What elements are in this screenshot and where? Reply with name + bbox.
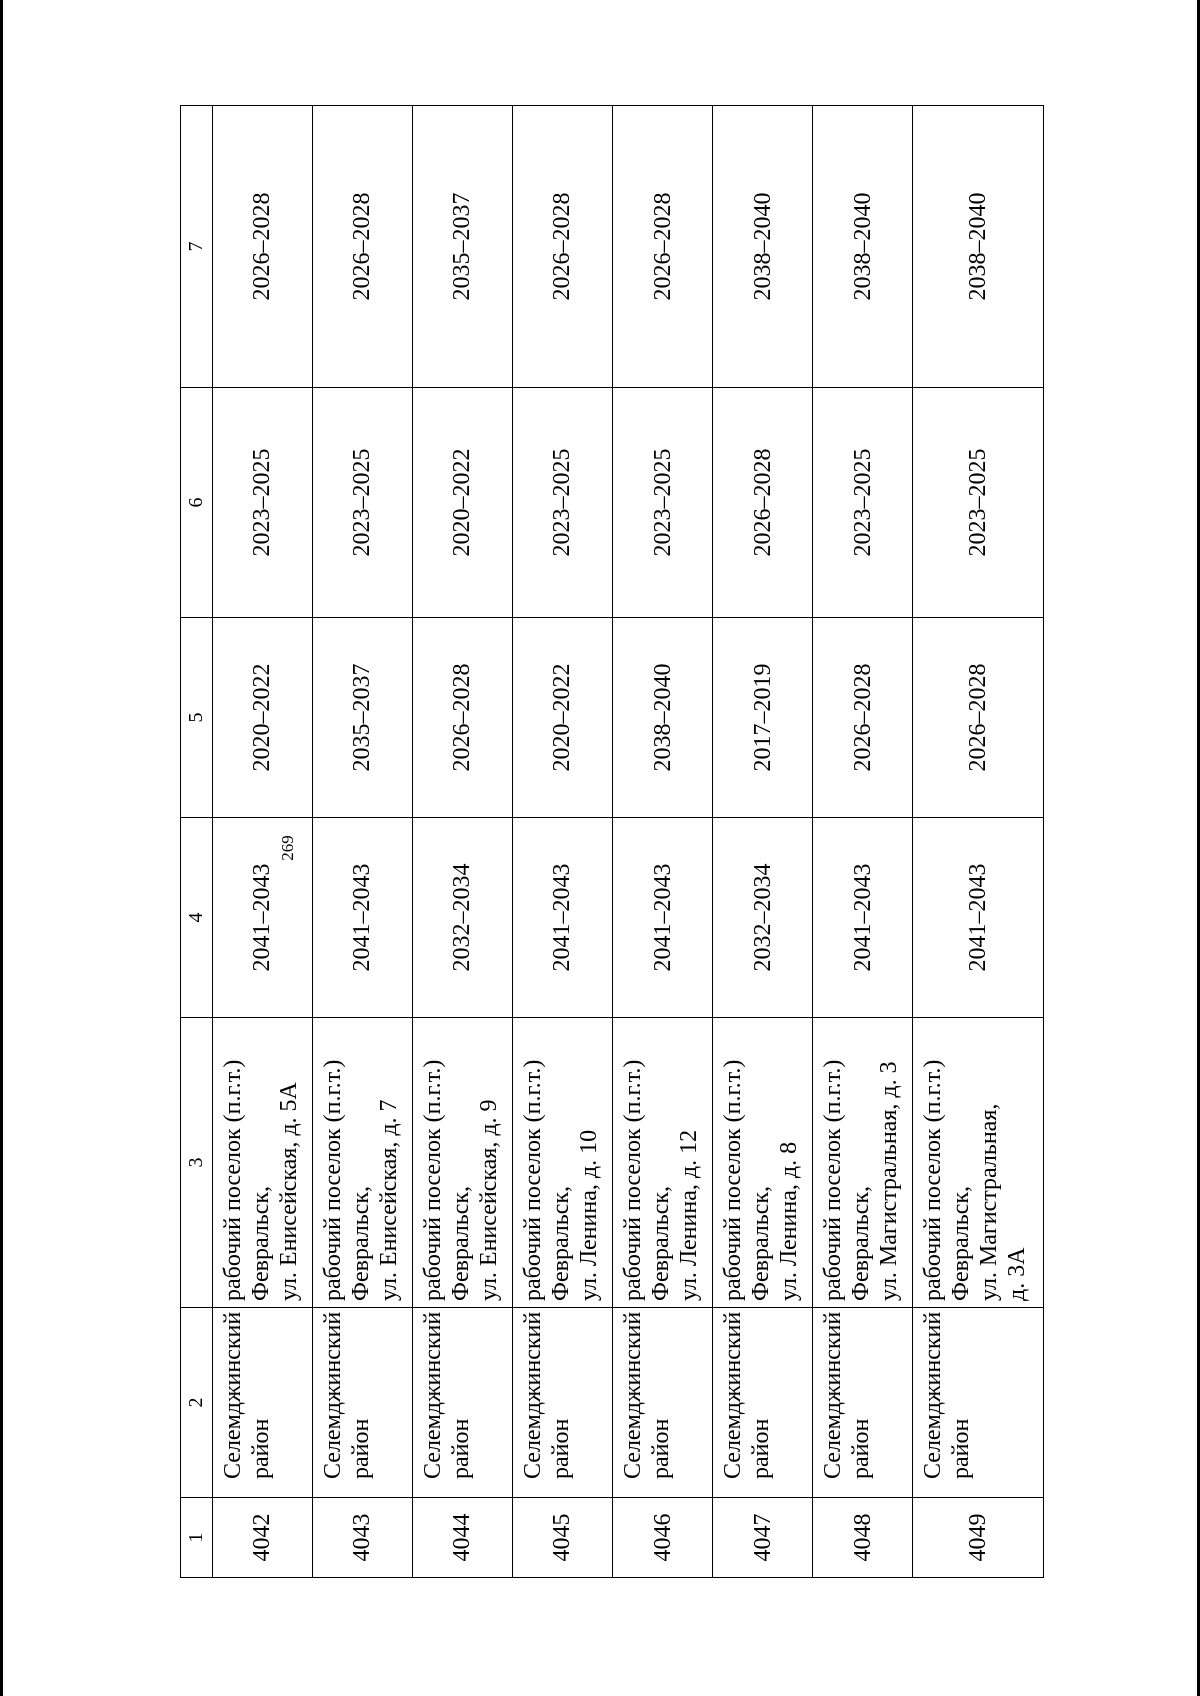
district-cell: Селемджинский район — [312, 1308, 412, 1498]
district-cell: Селемджинский район — [412, 1308, 512, 1498]
row-number-cell: 4045 — [512, 1498, 612, 1578]
period-cell-col6: 2023–2025 — [212, 388, 312, 618]
column-header: 2 — [181, 1308, 213, 1498]
district-cell: Селемджинский район — [612, 1308, 712, 1498]
period-cell-col5: 2026–2028 — [813, 618, 913, 818]
period-cell-col4: 2041–2043 — [512, 818, 612, 1018]
row-number-cell: 4042 — [212, 1498, 312, 1578]
address-line: Февральск, — [647, 1185, 674, 1301]
row-number-cell: 4047 — [713, 1498, 813, 1578]
address-line: ул. Магистральная, — [976, 1103, 1003, 1301]
period-cell-col4: 2041–2043 — [312, 818, 412, 1018]
period-cell-col5: 2038–2040 — [612, 618, 712, 818]
period-cell-col6: 2023–2025 — [312, 388, 412, 618]
address-cell — [412, 1018, 512, 1308]
table-row — [212, 106, 312, 1578]
period-cell-col4: 2041–2043 — [813, 818, 913, 1018]
column-header: 3 — [181, 1018, 213, 1308]
address-cell — [813, 1018, 913, 1308]
address-line: ул. Ленина, д. 8 — [776, 1141, 803, 1301]
period-cell-col7: 2038–2040 — [913, 106, 1044, 388]
address-line: Февральск, — [347, 1185, 374, 1301]
address-cell — [212, 1018, 312, 1308]
period-cell-col7: 2026–2028 — [212, 106, 312, 388]
period-cell-col7: 2035–2037 — [412, 106, 512, 388]
address-line: Февральск, — [247, 1185, 274, 1301]
row-number-cell: 4046 — [612, 1498, 712, 1578]
period-cell-col4: 2041–2043 — [612, 818, 712, 1018]
address-line: рабочий поселок (п.г.т.) — [319, 1059, 346, 1301]
row-number-cell: 4048 — [813, 1498, 913, 1578]
period-cell-col6: 2023–2025 — [913, 388, 1044, 618]
period-cell-col5: 2020–2022 — [212, 618, 312, 818]
table-row — [512, 106, 612, 1578]
row-number-cell: 4043 — [312, 1498, 412, 1578]
district-cell: Селемджинский район — [512, 1308, 612, 1498]
table-row — [312, 106, 412, 1578]
page-number: 269 — [278, 835, 297, 861]
table-row — [412, 106, 512, 1578]
row-number-cell: 4049 — [913, 1498, 1044, 1578]
period-cell-col5: 2035–2037 — [312, 618, 412, 818]
left-page-edge — [0, 0, 3, 1696]
period-cell-col5: 2026–2028 — [412, 618, 512, 818]
table-header-row — [181, 106, 213, 1578]
table-row — [813, 106, 913, 1578]
address-line: Февральск, — [547, 1185, 574, 1301]
address-line: рабочий поселок (п.г.т.) — [820, 1059, 847, 1301]
column-header: 5 — [181, 618, 213, 818]
address-line: рабочий поселок (п.г.т.) — [619, 1059, 646, 1301]
period-cell-col4: 2041–2043 — [212, 818, 312, 1018]
address-line: рабочий поселок (п.г.т.) — [720, 1059, 747, 1301]
row-number-cell: 4044 — [412, 1498, 512, 1578]
rotated-table-container — [180, 106, 1044, 1578]
housing-schedule-table — [180, 105, 1044, 1578]
address-line: рабочий поселок (п.г.т.) — [920, 1059, 947, 1301]
period-cell-col4: 2041–2043 — [913, 818, 1044, 1018]
period-cell-col6: 2023–2025 — [813, 388, 913, 618]
district-cell: Селемджинский район — [913, 1308, 1044, 1498]
period-cell-col6: 2023–2025 — [612, 388, 712, 618]
address-line: ул. Енисейская, д. 9 — [475, 1099, 502, 1301]
address-line: ул. Енисейская, д. 5А — [275, 1082, 302, 1301]
address-cell — [312, 1018, 412, 1308]
column-header: 1 — [181, 1498, 213, 1578]
period-cell-col5: 2020–2022 — [512, 618, 612, 818]
address-line: д. 3А — [1004, 1247, 1031, 1301]
column-header: 6 — [181, 388, 213, 618]
column-header: 4 — [181, 818, 213, 1018]
column-header: 7 — [181, 106, 213, 388]
address-line: ул. Енисейская, д. 7 — [375, 1099, 402, 1301]
period-cell-col7: 2026–2028 — [512, 106, 612, 388]
address-line: Февральск, — [948, 1185, 975, 1301]
period-cell-col5: 2026–2028 — [913, 618, 1044, 818]
period-cell-col5: 2017–2019 — [713, 618, 813, 818]
period-cell-col7: 2026–2028 — [612, 106, 712, 388]
period-cell-col7: 2038–2040 — [713, 106, 813, 388]
address-cell — [512, 1018, 612, 1308]
table-row — [612, 106, 712, 1578]
period-cell-col7: 2026–2028 — [312, 106, 412, 388]
address-line: Февральск, — [447, 1185, 474, 1301]
table-row — [713, 106, 813, 1578]
period-cell-col6: 2026–2028 — [713, 388, 813, 618]
address-line: Февральск, — [848, 1185, 875, 1301]
period-cell-col4: 2032–2034 — [713, 818, 813, 1018]
period-cell-col4: 2032–2034 — [412, 818, 512, 1018]
address-line: рабочий поселок (п.г.т.) — [219, 1059, 246, 1301]
district-cell: Селемджинский район — [813, 1308, 913, 1498]
address-line: ул. Ленина, д. 12 — [675, 1129, 702, 1301]
address-line: Февральск, — [748, 1185, 775, 1301]
address-cell — [913, 1018, 1044, 1308]
address-cell — [612, 1018, 712, 1308]
address-line: рабочий поселок (п.г.т.) — [519, 1059, 546, 1301]
period-cell-col6: 2020–2022 — [412, 388, 512, 618]
address-cell — [713, 1018, 813, 1308]
district-cell: Селемджинский район — [713, 1308, 813, 1498]
address-line: ул. Магистральная, д. 3 — [876, 1061, 903, 1301]
district-cell: Селемджинский район — [212, 1308, 312, 1498]
address-line: рабочий поселок (п.г.т.) — [419, 1059, 446, 1301]
period-cell-col7: 2038–2040 — [813, 106, 913, 388]
period-cell-col6: 2023–2025 — [512, 388, 612, 618]
table-row — [913, 106, 1044, 1578]
address-line: ул. Ленина, д. 10 — [575, 1129, 602, 1301]
